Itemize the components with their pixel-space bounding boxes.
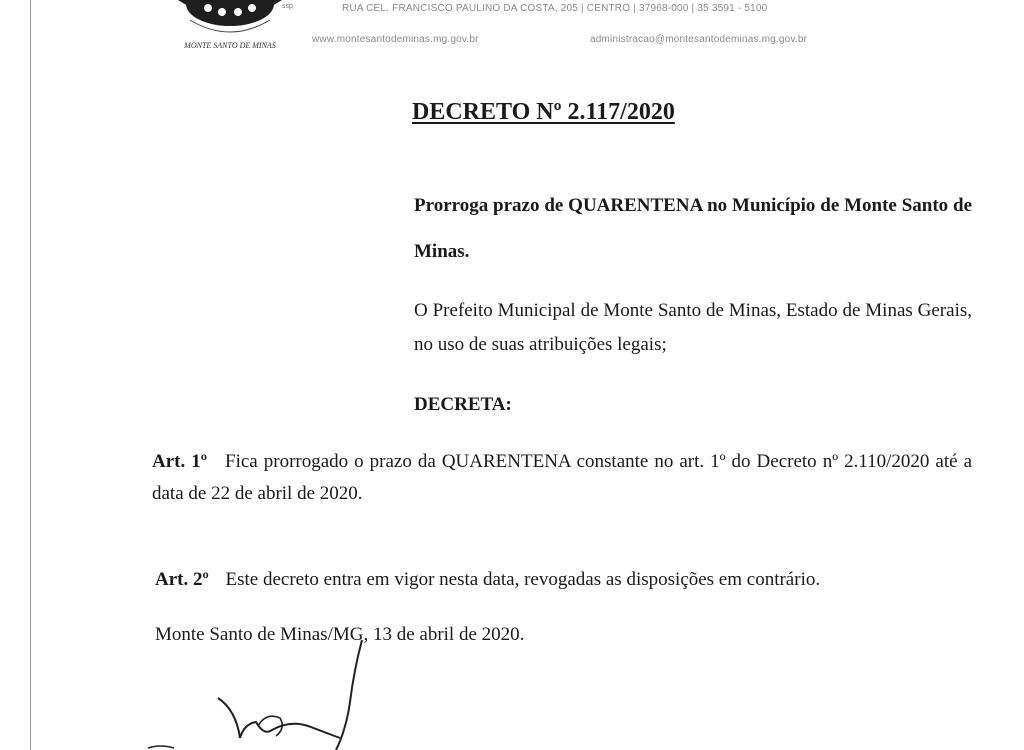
municipal-seal-icon [160, 0, 300, 56]
svg-text:ssp: ssp [282, 3, 293, 10]
decree-summary: Prorroga prazo de QUARENTENA no Município de Monte Santo de Minas. [414, 195, 972, 262]
signature-icon [140, 640, 400, 750]
decree-title: DECRETO Nº 2.117/2020 [412, 99, 675, 125]
svg-text:MONTE SANTO DE MINAS: MONTE SANTO DE MINAS [184, 41, 276, 50]
page-edge [30, 0, 31, 750]
decreta-heading: DECRETA: [414, 394, 512, 415]
article-2-label: Art. 2º [155, 569, 209, 590]
letterhead-website: www.montesantodeminas.mg.gov.br [312, 34, 479, 45]
decree-preamble: O Prefeito Municipal de Monte Santo de Minas, Estado de Minas Gerais, no uso de suas atribuições legais; [414, 300, 972, 355]
article-2 [155, 564, 975, 596]
letterhead-email: administracao@montesantodeminas.mg.gov.br [590, 34, 808, 45]
place-date: Monte Santo de Minas/MG, 13 de abril de 2020. [155, 624, 525, 645]
article-2-text: Este decreto entra em vigor nesta data, revogadas as disposições em contrário. [225, 569, 821, 590]
letterhead-address: RUA CEL. FRANCISCO PAULINO DA COSTA, 205 | CENTRO | 37968-000 | 35 3591 - 5100 [342, 3, 768, 14]
article-1-label: Art. 1º [152, 451, 208, 472]
article-1-text: Fica prorrogado o prazo da QUARENTENA constante no art. 1º do Decreto nº 2.110/2020 até a data de 22 de abril de 2020. [152, 451, 973, 504]
article-1 [152, 446, 972, 510]
